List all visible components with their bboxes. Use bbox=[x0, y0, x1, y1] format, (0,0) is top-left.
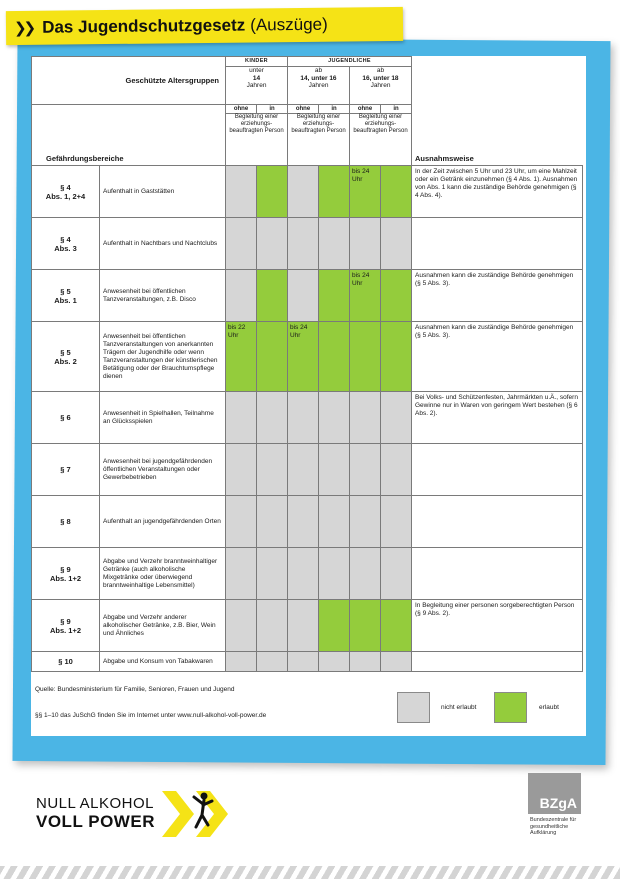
gefaehrdungsbereich: Anwesenheit bei jugendgefährdenden öffentlichen Veranstaltungen oder Gewerbebetrieben bbox=[100, 444, 226, 496]
ausnahme-text: In der Zeit zwischen 5 Uhr und 23 Uhr, um eine Mahlzeit oder ein Getränk einzunehmen (§ 4 Abs. 1). Ausnahmen von Abs. 1 kann die zuständige Behörde genehmigen (§ 4 Abs. 4). bbox=[412, 166, 583, 218]
ohne-label: ohne bbox=[226, 105, 257, 114]
begleitung-label: Begleitung einer erziehungs-beauftragten Person bbox=[350, 114, 412, 166]
status-cell-allowed bbox=[319, 166, 350, 218]
table-row bbox=[32, 166, 583, 218]
paragraph-ref: § 4 Abs. 3 bbox=[32, 218, 100, 270]
age-group-14-16 bbox=[288, 67, 350, 105]
ausnahme-text: Bei Volks- und Schützenfesten, Jahrmärkten u.Ä., sofern Gewinne nur in Waren von geringem Wert bestehen (§ 6 Abs. 2). bbox=[412, 392, 583, 444]
gefaehrdungsbereich: Anwesenheit bei öffentlichen Tanzveranstaltungen, z.B. Disco bbox=[100, 270, 226, 322]
in-label: in bbox=[319, 105, 350, 114]
legend-label-allowed: erlaubt bbox=[539, 704, 559, 711]
status-cell-not-allowed bbox=[257, 496, 288, 548]
status-cell-not-allowed bbox=[257, 444, 288, 496]
legend-label-not-allowed: nicht erlaubt bbox=[441, 704, 477, 711]
in-label: in bbox=[381, 105, 412, 114]
status-cell-allowed bbox=[381, 322, 412, 392]
status-cell-not-allowed bbox=[381, 548, 412, 600]
status-cell-allowed bbox=[350, 600, 381, 652]
paragraph-ref: § 8 bbox=[32, 496, 100, 548]
status-cell-not-allowed bbox=[257, 392, 288, 444]
kinder-caption: KINDER bbox=[226, 57, 288, 67]
brand-line1: NULL ALKOHOL bbox=[36, 795, 154, 812]
age-line: 16, unter 18 bbox=[362, 74, 399, 82]
bottom-stripes bbox=[0, 866, 620, 879]
status-cell-not-allowed bbox=[381, 496, 412, 548]
status-cell-not-allowed bbox=[350, 652, 381, 672]
status-cell-allowed bbox=[257, 270, 288, 322]
internet-hint: §§ 1–10 das JuSchG finden Sie im Internet unter www.null-alkohol-voll-power.de bbox=[35, 712, 267, 719]
paragraph-ref: § 7 bbox=[32, 444, 100, 496]
title-normal: (Auszüge) bbox=[250, 14, 328, 35]
legend-swatch-not-allowed bbox=[397, 692, 430, 723]
status-cell-allowed: bis 24 Uhr bbox=[350, 270, 381, 322]
status-cell-not-allowed bbox=[226, 548, 257, 600]
status-cell-allowed bbox=[381, 166, 412, 218]
status-cell-not-allowed bbox=[381, 652, 412, 672]
status-cell-allowed bbox=[381, 270, 412, 322]
gefaehrdungsbereich: Aufenthalt in Nachtbars und Nachtclubs bbox=[100, 218, 226, 270]
status-cell-not-allowed bbox=[257, 548, 288, 600]
status-cell-not-allowed bbox=[381, 444, 412, 496]
double-chevron-icon: ❯❯ bbox=[13, 18, 34, 37]
status-cell-not-allowed bbox=[319, 392, 350, 444]
ausnahme-text bbox=[412, 652, 583, 672]
status-cell-allowed bbox=[319, 322, 350, 392]
status-cell-allowed: bis 22 Uhr bbox=[226, 322, 257, 392]
status-cell-allowed bbox=[257, 166, 288, 218]
status-cell-not-allowed bbox=[381, 392, 412, 444]
bereiche-header: Gefährdungsbereiche bbox=[32, 105, 226, 166]
gefaehrdungsbereich: Abgabe und Verzehr anderer alkoholischer Getränke, z.B. Bier, Wein und Ähnliches bbox=[100, 600, 226, 652]
table-row bbox=[32, 392, 583, 444]
status-cell-not-allowed bbox=[319, 652, 350, 672]
status-cell-allowed: bis 24 Uhr bbox=[288, 322, 319, 392]
status-cell-not-allowed bbox=[226, 166, 257, 218]
table-sheet bbox=[31, 56, 586, 736]
protected-groups-header bbox=[32, 57, 226, 105]
status-cell-not-allowed bbox=[288, 444, 319, 496]
status-cell-not-allowed bbox=[350, 444, 381, 496]
paragraph-ref: § 9 Abs. 1+2 bbox=[32, 600, 100, 652]
status-cell-not-allowed bbox=[288, 496, 319, 548]
status-cell-not-allowed bbox=[288, 548, 319, 600]
status-cell-not-allowed bbox=[257, 218, 288, 270]
table-row bbox=[32, 270, 583, 322]
age-line: 14 bbox=[252, 74, 261, 82]
paragraph-ref: § 10 bbox=[32, 652, 100, 672]
begleitung-label: Begleitung einer erziehungs-beauftragten Person bbox=[226, 114, 288, 166]
ausnahme-text bbox=[412, 218, 583, 270]
bzga-subtitle: Bundeszentrale für gesundheitliche Aufklärung bbox=[530, 817, 577, 836]
gefaehrdungsbereich: Anwesenheit bei öffentlichen Tanzveranstaltungen von anerkannten Trägern der Jugendhilfe oder wenn Tanzveranstaltungen der künstlerischen Betätigung oder der Brauchtumspflege dienen bbox=[100, 322, 226, 392]
status-cell-not-allowed bbox=[288, 652, 319, 672]
status-cell-not-allowed bbox=[257, 600, 288, 652]
in-label: in bbox=[257, 105, 288, 114]
gefaehrdungsbereich: Aufenthalt in Gaststätten bbox=[100, 166, 226, 218]
ausnahme-text: In Begleitung einer personen sorgeberechtigten Person (§ 9 Abs. 2). bbox=[412, 600, 583, 652]
status-cell-allowed bbox=[319, 600, 350, 652]
status-cell-not-allowed bbox=[319, 218, 350, 270]
status-cell-not-allowed bbox=[319, 496, 350, 548]
status-cell-allowed bbox=[257, 322, 288, 392]
age-group-under14 bbox=[226, 67, 288, 105]
gefaehrdungsbereich: Aufenthalt an jugendgefährdenden Orten bbox=[100, 496, 226, 548]
ausnahme-text: Ausnahmen kann die zuständige Behörde genehmigen (§ 5 Abs. 3). bbox=[412, 322, 583, 392]
status-cell-not-allowed bbox=[226, 652, 257, 672]
status-cell-not-allowed bbox=[257, 652, 288, 672]
table-row bbox=[32, 548, 583, 600]
ausnahme-text: Ausnahmen kann die zuständige Behörde genehmigen (§ 5 Abs. 3). bbox=[412, 270, 583, 322]
status-cell-not-allowed bbox=[226, 444, 257, 496]
status-cell-not-allowed bbox=[350, 218, 381, 270]
status-cell-not-allowed bbox=[226, 270, 257, 322]
age-line: Jahren bbox=[308, 82, 329, 89]
status-cell-not-allowed bbox=[350, 496, 381, 548]
jugendliche-caption: JUGENDLICHE bbox=[288, 57, 412, 67]
paragraph-ref: § 5 Abs. 1 bbox=[32, 270, 100, 322]
table-row bbox=[32, 496, 583, 548]
title-bold: Das Jugendschutzgesetz bbox=[42, 15, 246, 37]
source-note: Quelle: Bundesministerium für Familie, Senioren, Frauen und Jugend bbox=[35, 686, 235, 693]
title-banner bbox=[6, 7, 403, 45]
status-cell-not-allowed bbox=[226, 496, 257, 548]
status-cell-not-allowed bbox=[288, 270, 319, 322]
ausnahme-text bbox=[412, 548, 583, 600]
gefaehrdungsbereich: Abgabe und Konsum von Tabakwaren bbox=[100, 652, 226, 672]
status-cell-not-allowed bbox=[288, 392, 319, 444]
paragraph-ref: § 5 Abs. 2 bbox=[32, 322, 100, 392]
status-cell-allowed bbox=[319, 270, 350, 322]
age-group-16-18 bbox=[350, 67, 412, 105]
ohne-label: ohne bbox=[288, 105, 319, 114]
status-cell-allowed bbox=[381, 600, 412, 652]
status-cell-not-allowed bbox=[319, 548, 350, 600]
gefaehrdungsbereich: Anwesenheit in Spielhallen, Teilnahme an Glücksspielen bbox=[100, 392, 226, 444]
age-line: unter bbox=[249, 67, 264, 74]
gefaehrdungsbereich: Abgabe und Verzehr branntweinhaltiger Getränke (auch alkoholische Mixgetränke oder überwiegend branntweinhaltige Lebensmittel) bbox=[100, 548, 226, 600]
table-row bbox=[32, 652, 583, 672]
table-row bbox=[32, 444, 583, 496]
status-cell-not-allowed bbox=[350, 392, 381, 444]
legend-swatch-allowed bbox=[494, 692, 527, 723]
status-cell-allowed bbox=[350, 322, 381, 392]
status-cell-not-allowed bbox=[319, 444, 350, 496]
table-row bbox=[32, 600, 583, 652]
age-line: ab bbox=[314, 67, 323, 74]
paragraph-ref: § 9 Abs. 1+2 bbox=[32, 548, 100, 600]
begleitung-label: Begleitung einer erziehungs-beauftragten Person bbox=[288, 114, 350, 166]
table-row bbox=[32, 322, 583, 392]
status-cell-not-allowed bbox=[226, 218, 257, 270]
status-cell-not-allowed bbox=[226, 600, 257, 652]
paragraph-ref: § 4 Abs. 1, 2+4 bbox=[32, 166, 100, 218]
status-cell-not-allowed bbox=[226, 392, 257, 444]
ausnahme-header-spacer: Ausnahmsweise bbox=[412, 57, 583, 166]
status-cell-not-allowed bbox=[288, 600, 319, 652]
status-cell-not-allowed bbox=[288, 218, 319, 270]
bzga-logo: BZgA bbox=[528, 773, 581, 814]
age-line: Jahren bbox=[246, 82, 267, 89]
age-line: Jahren bbox=[370, 82, 391, 89]
chevron-logo-icon bbox=[160, 787, 240, 842]
paragraph-ref: § 6 bbox=[32, 392, 100, 444]
brand-line2: VOLL POWER bbox=[36, 812, 155, 831]
table-row bbox=[32, 218, 583, 270]
status-cell-not-allowed bbox=[381, 218, 412, 270]
protected-groups-label: Geschützte Altersgruppen bbox=[125, 75, 219, 85]
age-line: ab bbox=[376, 67, 385, 74]
jugendschutz-table bbox=[31, 56, 583, 672]
ausnahme-text bbox=[412, 444, 583, 496]
ohne-label: ohne bbox=[350, 105, 381, 114]
status-cell-allowed: bis 24 Uhr bbox=[350, 166, 381, 218]
ausnahme-text bbox=[412, 496, 583, 548]
status-cell-not-allowed bbox=[350, 548, 381, 600]
age-line: 14, unter 16 bbox=[300, 74, 337, 82]
status-cell-not-allowed bbox=[288, 166, 319, 218]
